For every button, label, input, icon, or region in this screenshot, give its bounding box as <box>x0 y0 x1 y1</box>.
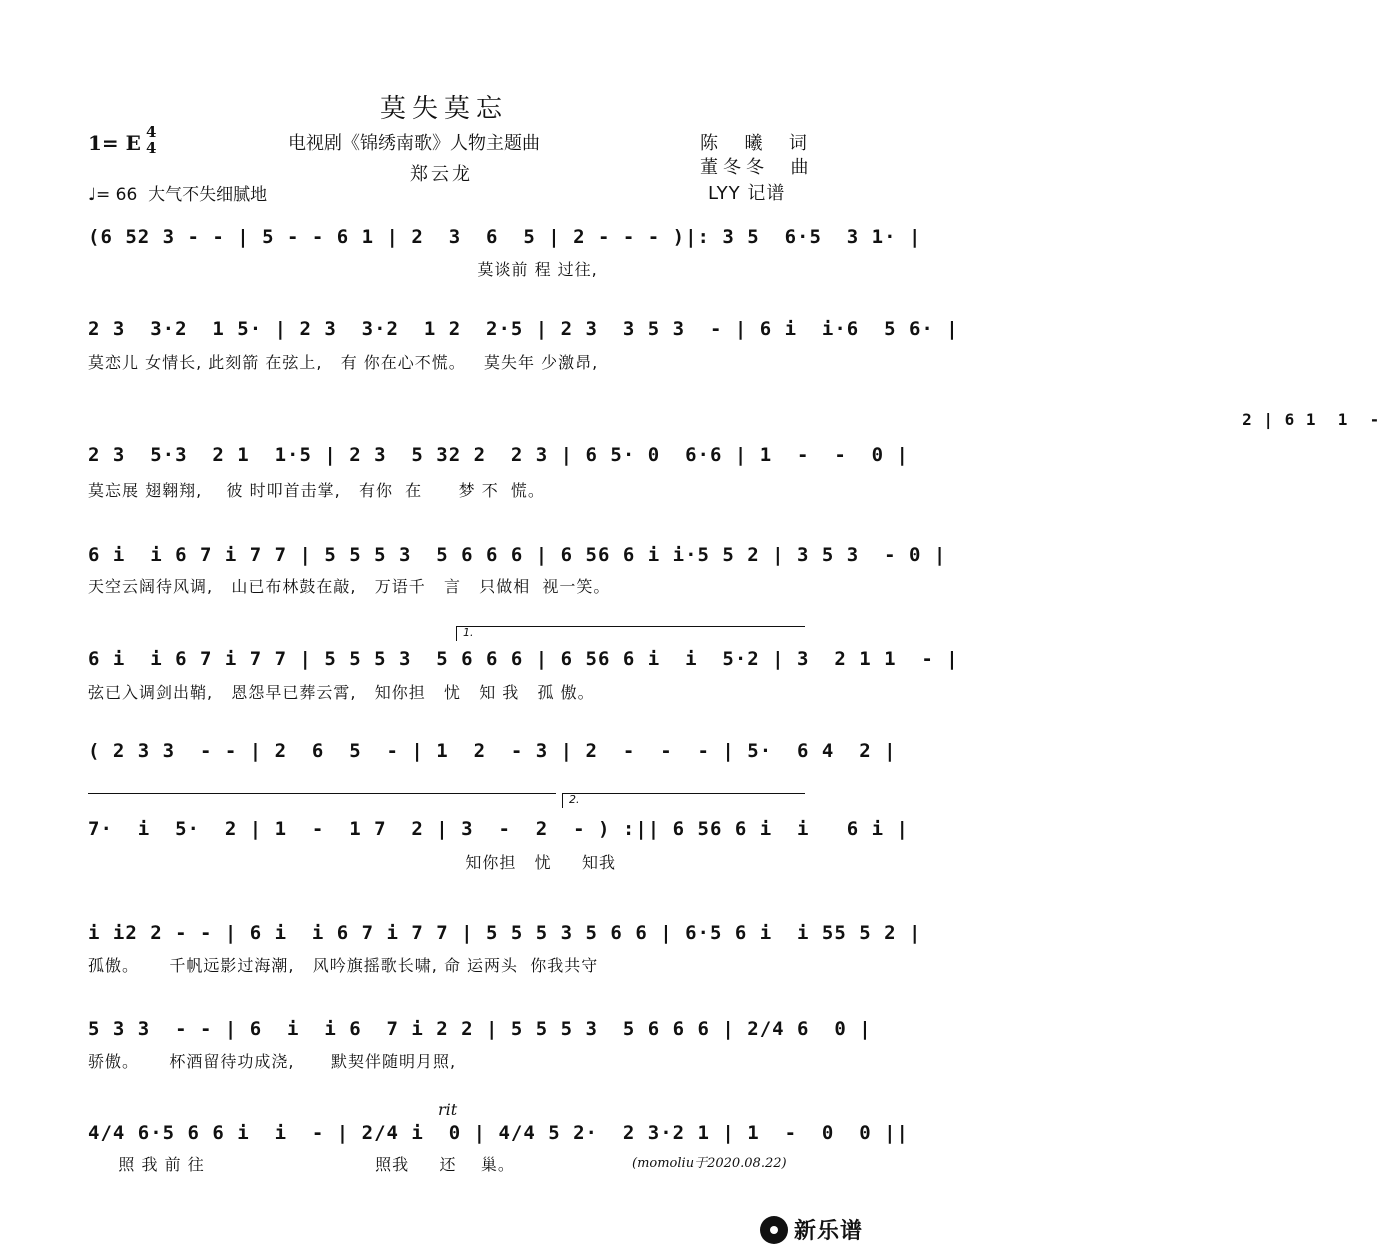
lyrics-row-1: 莫谈前 程 过往, <box>88 260 598 279</box>
record-disc-icon <box>760 1216 788 1244</box>
volta-2-bracket <box>562 793 805 808</box>
site-logo <box>760 1214 863 1245</box>
notation-row-9: 5 3 3 - - | 6 i i 6 7 i 2 2 | 5 5 5 3 5 6 6 6 | 2/4 6 0 | <box>88 1018 872 1040</box>
notation-row-10: 4/4 6·5 6 6 i i - | 2/4 i 0 | 4/4 5 2· 2 3·2 1 | 1 - 0 0 || <box>88 1122 909 1144</box>
notation-row-4: 6 i i 6 7 i 7 7 | 5 5 5 3 5 6 6 6 | 6 56 6 i i·5 5 2 | 3 5 3 - 0 | <box>88 544 947 566</box>
subtitle: 电视剧《锦绣南歌》人物主题曲 <box>288 133 540 154</box>
volta-1-label: 1. <box>463 626 474 639</box>
time-signature <box>146 124 156 156</box>
lyrics-row-5: 弦已入调剑出鞘, 恩怨早已葬云霄, 知你担 忧 知 我 孤 傲。 <box>88 683 595 702</box>
tempo-marking: ♩= 66 大气不失细腻地 <box>88 185 268 205</box>
lyrics-row-9: 骄傲。 杯酒留待功成浇, 默契伴随明月照, <box>88 1052 457 1071</box>
transcriber-signature: (momoliu于2020.08.22) <box>632 1156 787 1171</box>
volta-1-bracket <box>456 626 805 641</box>
time-signature-bottom: 4 <box>146 139 157 157</box>
composer: 董冬冬 曲 <box>700 157 814 178</box>
lyrics-row-8: 孤傲。 千帆远影过海潮, 风吟旗摇歌长啸, 命 运两头 你我共守 <box>88 956 599 975</box>
logo-text: 新乐谱 <box>794 1219 864 1244</box>
notation-row-1: (6 52 3 - - | 5 - - 6 1 | 2 3 6 5 | 2 - - - )|: 3 5 6·5 3 1· | <box>88 226 922 248</box>
notation-row-2: 2 3 3·2 1 5· | 2 3 3·2 1 2 2·5 | 2 3 3 5 3 - | 6 i i·6 5 6· | <box>88 318 959 340</box>
lyrics-row-3: 莫忘展 翅翱翔, 彼 时叩首击掌, 有你 在 梦 不 慌。 <box>88 481 545 500</box>
staff-divider <box>88 793 556 794</box>
key-signature: 1= E <box>88 131 141 155</box>
lyricist: 陈 曦 词 <box>700 133 812 154</box>
notation-row-6: ( 2 3 3 - - | 2 6 5 - | 1 2 - 3 | 2 - - - | 5· 6 4 2 | <box>88 740 897 762</box>
transcriber: LYY 记谱 <box>708 183 786 204</box>
volta-2-label: 2. <box>569 793 580 806</box>
ritardando-marking: rit <box>438 1100 458 1119</box>
notation-row-7: 7· i 5· 2 | 1 - 1 7 2 | 3 - 2 - ) :|| 6 56 6 i i 6 i | <box>88 818 909 840</box>
lyrics-row-4: 天空云阔待风调, 山已布林鼓在敲, 万语千 言 只做相 视一笑。 <box>88 577 611 596</box>
lyrics-row-7: 知你担 忧 知我 <box>88 853 617 872</box>
notation-row-8: i i2 2 - - | 6 i i 6 7 i 7 7 | 5 5 5 3 5 6 6 | 6·5 6 i i 55 5 2 | <box>88 922 922 944</box>
lyrics-row-2: 莫恋儿 女情长, 此刻箭 在弦上, 有 你在心不慌。 莫失年 少激昂, <box>88 353 599 372</box>
notation-row-ossia: 2 | 6 1 1 - <box>636 410 1380 429</box>
notation-row-3: 2 3 5·3 2 1 1·5 | 2 3 5 32 2 2 3 | 6 5· 0 6·6 | 1 - - 0 | <box>88 444 909 466</box>
lyrics-row-10: 照 我 前 往 照我 还 巢。 <box>88 1155 515 1174</box>
singer: 郑云龙 <box>410 164 473 185</box>
notation-row-5: 6 i i 6 7 i 7 7 | 5 5 5 3 5 6 6 6 | 6 56 6 i i 5·2 | 3 2 1 1 - | <box>88 648 959 670</box>
time-signature-top: 4 <box>146 123 157 141</box>
song-title: 莫失莫忘 <box>379 94 508 124</box>
